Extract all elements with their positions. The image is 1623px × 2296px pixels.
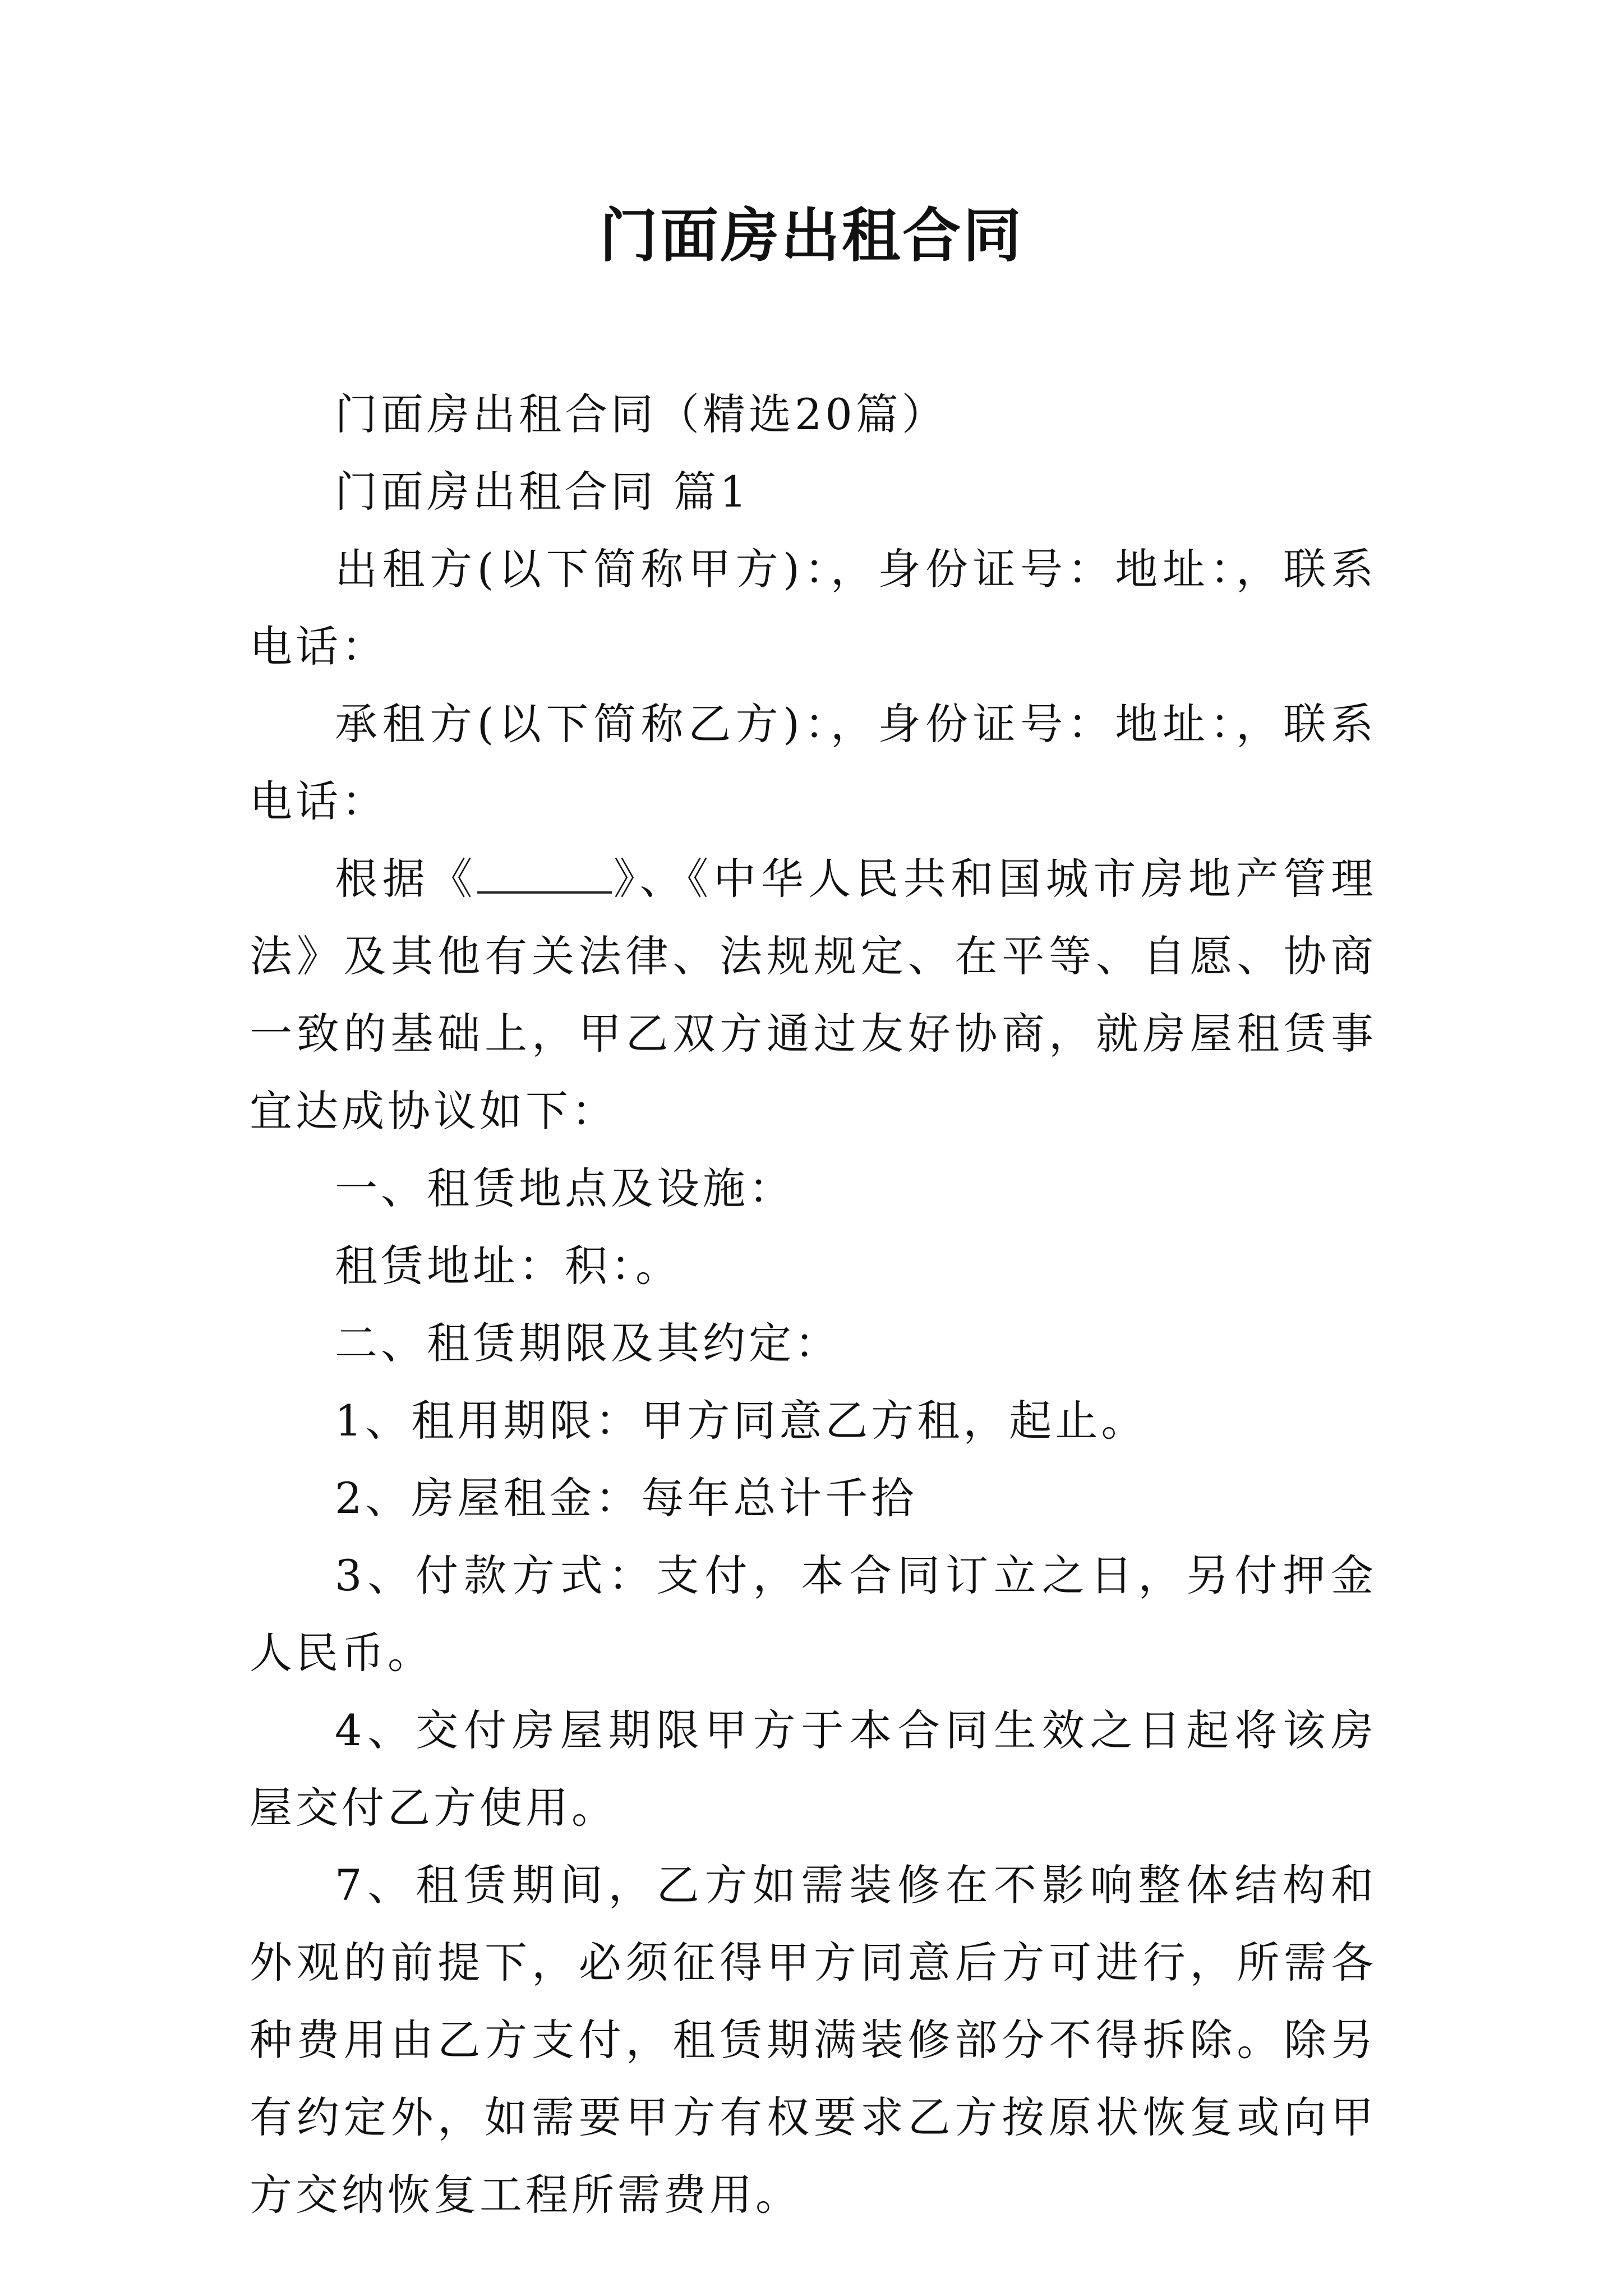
clause-item-7: 7、租赁期间，乙方如需装修在不影响整体结构和外观的前提下，必须征得甲方同意后方可进行，所需各种费用由乙方支付，租赁期满装修部分不得拆除。除另有约定外，如需要甲方有权要求乙方按原状恢复或向甲方交纳恢复工程所需费用。 — [250, 1860, 1377, 2220]
clause-heading-2: 二、租赁期限及其约定： — [335, 1318, 841, 1368]
section-heading: 门面房出租合同 篇1 — [335, 467, 750, 517]
party-a-line: 出租方(以下简称甲方)：，身份证号：地址：，联系电话： — [250, 544, 1377, 671]
party-b-line: 承租方(以下简称乙方)：，身份证号：地址：，联系电话： — [250, 699, 1377, 826]
clause-item-3: 3、付款方式：支付，本合同订立之日，另付押金人民币。 — [250, 1550, 1377, 1678]
document-body — [250, 376, 1377, 2234]
clause-item-2: 2、房屋租金：每年总计千拾 — [335, 1473, 917, 1523]
rental-address: 租赁地址：积：。 — [335, 1241, 681, 1291]
document-title: 门面房出租合同 — [599, 201, 1023, 270]
basis-rest: 》、《中华人民共和国城市房地产管理法》及其他有关法律、法规规定、在平等、自愿、协商一致的基础上，甲乙双方通过友好协商，就房屋租赁事宜达成协议如下： — [250, 854, 1377, 1136]
clause-item-4: 4、交付房屋期限甲方于本合同生效之日起将该房屋交付乙方使用。 — [250, 1705, 1377, 1833]
subtitle: 门面房出租合同（精选20篇） — [335, 389, 948, 439]
clause-heading-1: 一、租赁地点及设施： — [335, 1163, 795, 1213]
blank-line — [477, 857, 612, 894]
basis-prefix: 根据《 — [335, 854, 478, 904]
basis-paragraph — [250, 840, 1377, 1150]
clause-item-1: 1、租用期限：甲方同意乙方租，起止。 — [335, 1396, 1147, 1446]
